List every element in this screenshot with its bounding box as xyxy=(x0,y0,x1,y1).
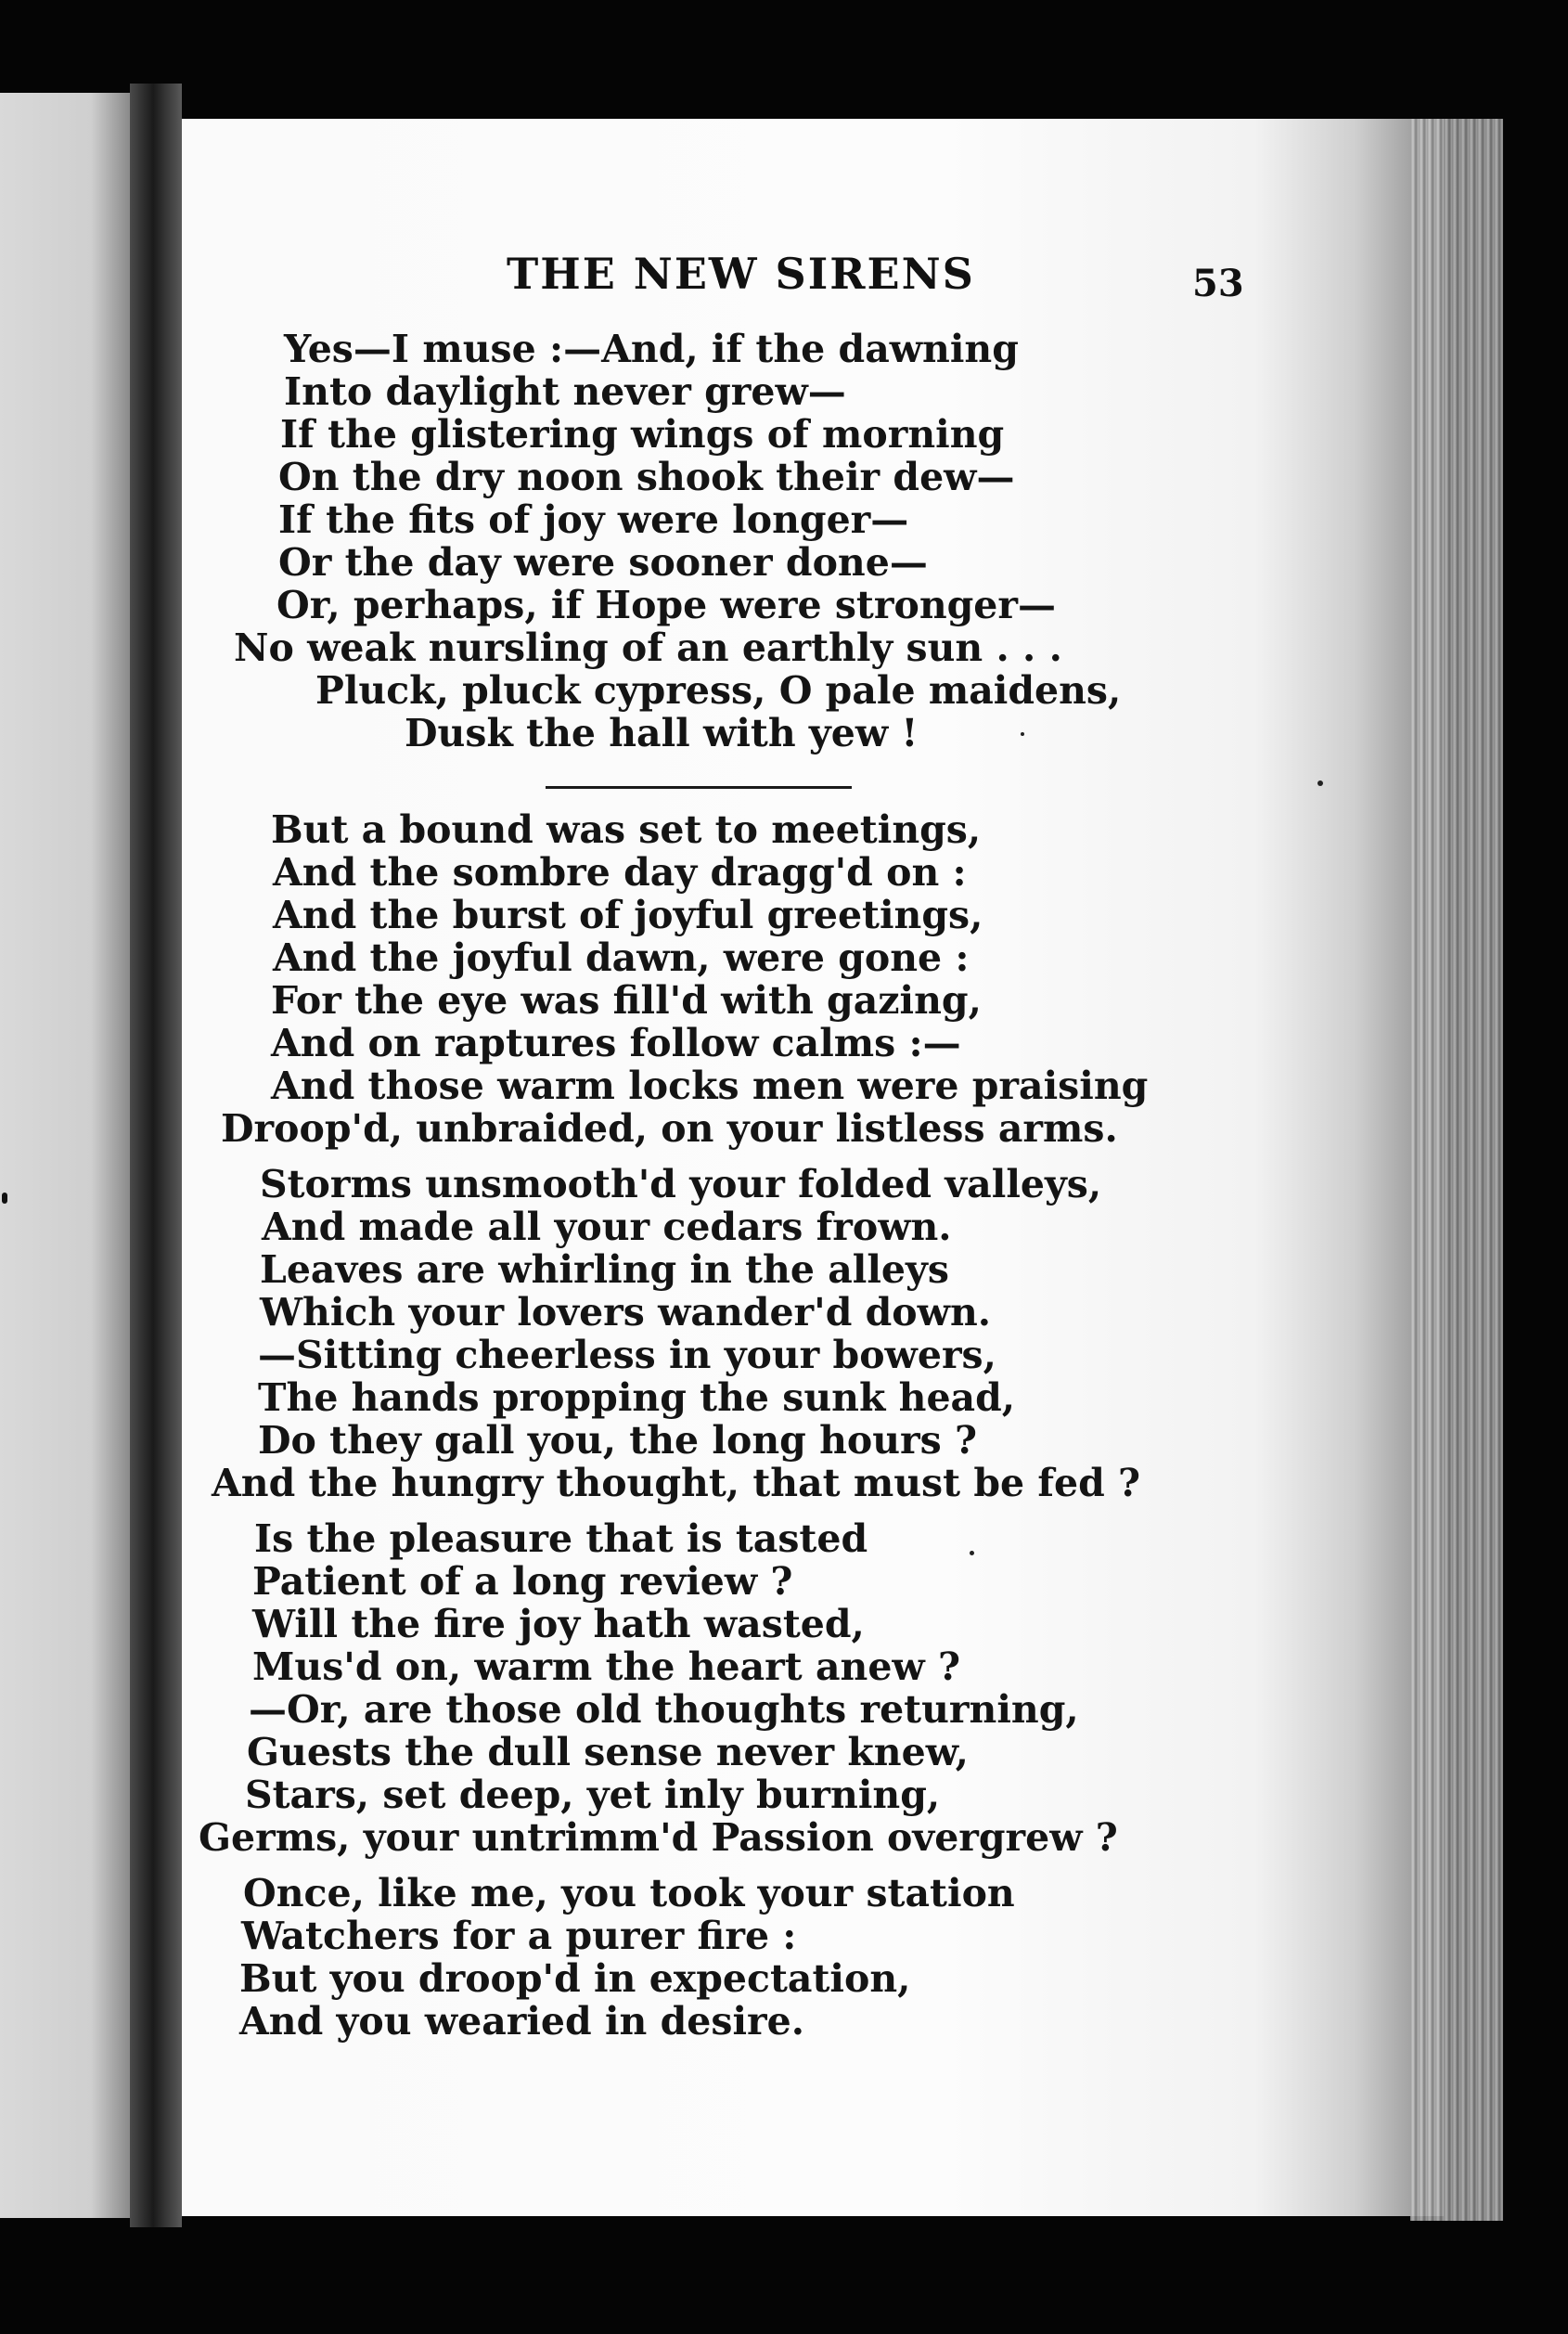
poem-line: Droop'd, unbraided, on your listless arms. xyxy=(221,1106,1118,1151)
poem-line: And the sombre day dragg'd on : xyxy=(273,850,967,895)
paper-speck xyxy=(970,1551,974,1555)
paper-speck xyxy=(1021,732,1024,736)
poem-line: Dusk the hall with yew ! xyxy=(405,711,919,755)
poem-line: And on raptures follow calms :— xyxy=(271,1021,961,1065)
poem-line: But a bound was set to meetings, xyxy=(271,807,982,852)
poem-line: And made all your cedars frown. xyxy=(262,1205,952,1249)
poem-line: Guests the dull sense never knew, xyxy=(247,1730,969,1774)
poem-line: Patient of a long review ? xyxy=(252,1559,793,1604)
poem-line: And the burst of joyful greetings, xyxy=(273,893,983,937)
poem-line: If the fits of joy were longer— xyxy=(278,497,909,542)
poem-line: Pluck, pluck cypress, O pale maidens, xyxy=(315,668,1122,713)
poem-line: Yes—I muse :—And, if the dawning xyxy=(284,327,1019,371)
poem-line: Stars, set deep, yet inly burning, xyxy=(245,1773,941,1817)
ink-mark xyxy=(2,1193,7,1204)
poem-line: The hands propping the sunk head, xyxy=(258,1375,1016,1420)
poem-line: If the glistering wings of morning xyxy=(280,412,1005,457)
poem-line: Leaves are whirling in the alleys xyxy=(260,1247,949,1292)
poem-line: Or, perhaps, if Hope were stronger— xyxy=(276,583,1056,627)
poem-line: And those warm locks men were praising xyxy=(271,1064,1149,1108)
poem-line: Mus'd on, warm the heart anew ? xyxy=(252,1644,961,1689)
section-divider xyxy=(546,786,852,789)
poem-line: No weak nursling of an earthly sun . . . xyxy=(234,625,1062,670)
poem-line: Storms unsmooth'd your folded valleys, xyxy=(260,1162,1102,1206)
poem-line: And you wearied in desire. xyxy=(239,1999,804,2044)
poem-line: —Or, are those old thoughts returning, xyxy=(249,1687,1079,1732)
poem-line: Germs, your untrimm'd Passion overgrew ? xyxy=(199,1815,1118,1860)
paper-speck xyxy=(1317,780,1323,786)
poem-line: —Sitting cheerless in your bowers, xyxy=(258,1333,996,1377)
poem-line: Do they gall you, the long hours ? xyxy=(258,1418,978,1463)
book-gutter xyxy=(130,84,182,2227)
poem-line: Is the pleasure that is tasted xyxy=(254,1516,868,1561)
facing-page-edge xyxy=(0,93,130,2218)
poem-line: For the eye was fill'd with gazing, xyxy=(271,978,982,1023)
page-fore-edge xyxy=(1410,119,1503,2221)
poem-line: Into daylight never grew— xyxy=(284,369,846,414)
poem-line: Once, like me, you took your station xyxy=(243,1871,1015,1915)
poem-line: Or the day were sooner done— xyxy=(278,540,928,585)
poem-line: But you droop'd in expectation, xyxy=(239,1956,911,2001)
poem-line: On the dry noon shook their dew— xyxy=(278,455,1015,499)
page-number: 53 xyxy=(1192,262,1244,305)
poem-line: Will the fire joy hath wasted, xyxy=(252,1602,865,1646)
poem-line: Which your lovers wander'd down. xyxy=(260,1290,992,1335)
poem-line: And the joyful dawn, were gone : xyxy=(273,935,970,980)
poem-line: And the hungry thought, that must be fed ? xyxy=(212,1461,1141,1505)
running-title: THE NEW SIRENS xyxy=(507,249,975,299)
poem-line: Watchers for a purer fire : xyxy=(241,1914,797,1958)
